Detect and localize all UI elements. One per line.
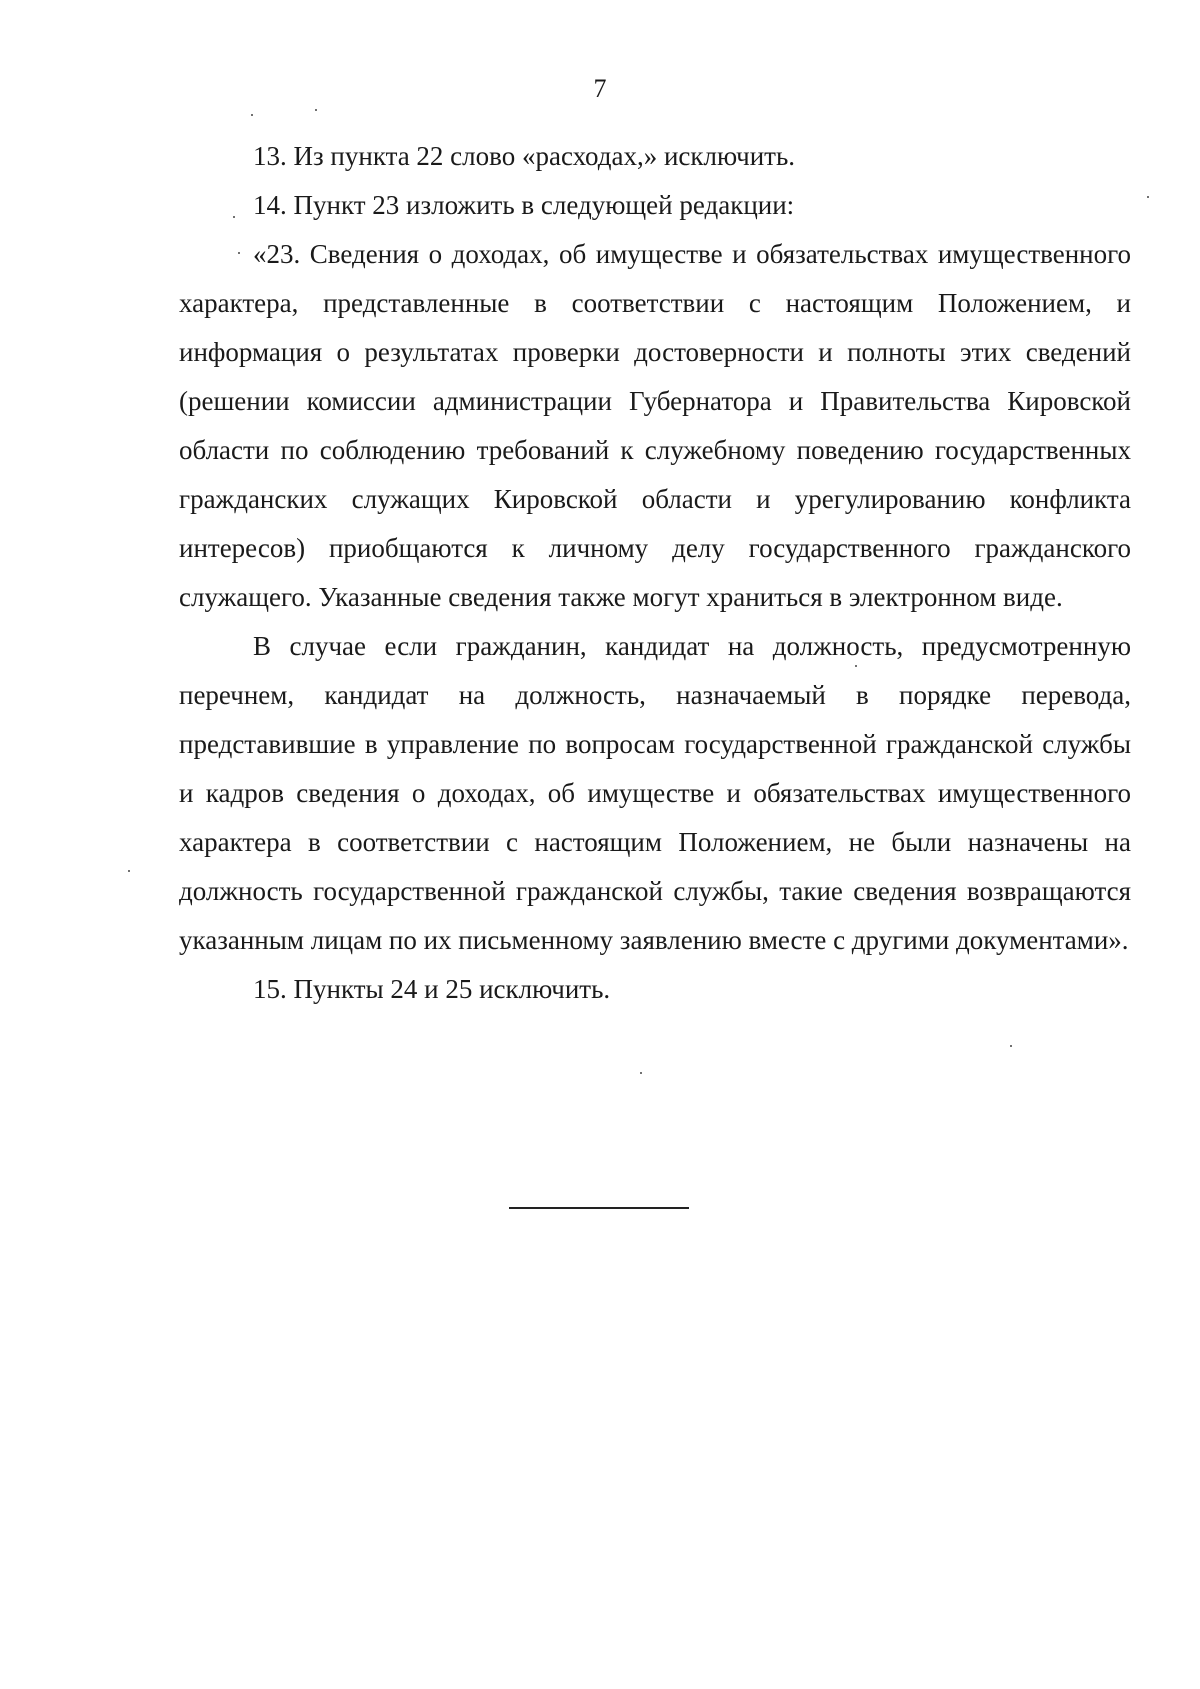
scan-speck: [238, 252, 240, 254]
scan-speck: [1147, 196, 1149, 198]
item-14-paragraph: 14. Пункт 23 изложить в следующей редакции:: [253, 190, 795, 220]
scan-speck: [233, 216, 235, 218]
scan-speck: [251, 114, 253, 116]
item-13-paragraph: 13. Из пункта 22 слово «расходах,» исключить.: [253, 141, 796, 171]
item-15-paragraph: 15. Пункты 24 и 25 исключить.: [253, 974, 611, 1004]
page-number: 7: [593, 74, 607, 103]
document-body: [179, 132, 1131, 1014]
end-rule: [509, 1207, 689, 1209]
scan-speck: [640, 1072, 642, 1074]
scan-speck: [128, 870, 130, 872]
scan-speck: [1010, 1045, 1012, 1047]
clause-23-paragraph: «23. Сведения о доходах, об имуществе и обязательствах имущественного характера, представленные в соответствии с настоящим Положением, и информация о результатах проверки достоверности и полноты этих сведений (решении комиссии администрации Губернатора и Правительства Кировской области по соблюдению требований к служебному поведению государственных гражданских служащих Кировской области и урегулированию конфликта интересов) приобщаются к личному делу государственного гражданского служащего. Указанные сведения также могут храниться в электронном виде.: [179, 239, 1131, 612]
scan-speck: [315, 109, 317, 111]
clause-23-second-paragraph: В случае если гражданин, кандидат на должность, предусмотренную перечнем, кандидат на должность, назначаемый в порядке перевода, представившие в управление по вопросам государственной гражданской службы и кадров сведения о доходах, об имуществе и обязательствах имущественного характера в соответствии с настоящим Положением, не были назначены на должность государственной гражданской службы, такие сведения возвращаются указанным лицам по их письменному заявлению вместе с другими документами».: [179, 631, 1131, 955]
scan-speck: [855, 665, 857, 667]
